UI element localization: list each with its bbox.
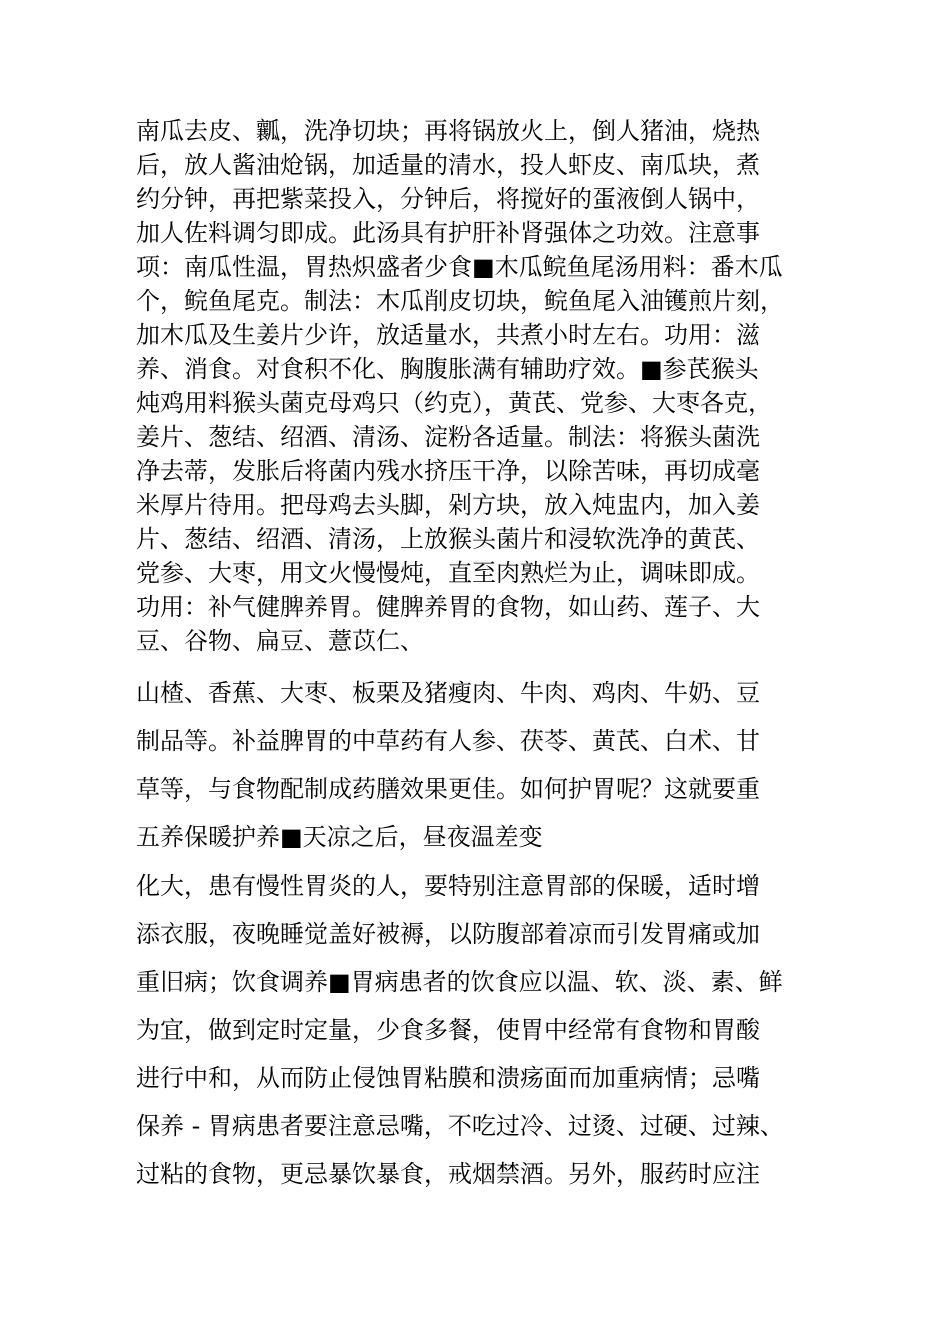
text-line: 米厚片待用。把母鸡去头脚，剁方块，放入炖盅内，加入姜 [136, 491, 760, 519]
paragraph-spleen-stomach-herbs [136, 669, 836, 861]
text-line: 养、消食。对食积不化、胸腹胀满有辅助疗效。■参芪猴头 [136, 355, 759, 383]
paragraph-stomach-care [136, 862, 836, 1198]
text-line: 党参、大枣，用文火慢慢炖，直至肉熟烂为止，调味即成。 [136, 559, 760, 587]
text-line: 片、葱结、绍酒、清汤，上放猴头菌片和浸软洗净的黄芪、 [136, 525, 760, 553]
text-line: 进行中和，从而防止侵蚀胃粘膜和溃疡面而加重病情；忌嘴 [136, 1064, 760, 1092]
text-line: 草等，与食物配制成药膳效果更佳。如何护胃呢？这就要重 [136, 775, 760, 803]
text-line: 化大，患有慢性胃炎的人，要特别注意胃部的保暖，适时增 [136, 872, 760, 900]
text-line: 豆、谷物、扁豆、薏苡仁、 [136, 627, 424, 655]
text-line: 项：南瓜性温，胃热炽盛者少食■木瓜鲩鱼尾汤用料：番木瓜 [136, 253, 783, 281]
text-line: 净去蒂，发胀后将菌内残水挤压干净，以除苦味，再切成毫 [136, 457, 760, 485]
text-line: 制品等。补益脾胃的中草药有人参、茯苓、黄芪、白术、甘 [136, 727, 760, 755]
text-line: 五养保暖护养■天凉之后，昼夜温差变 [136, 823, 543, 851]
text-line: 保养 - 胃病患者要注意忌嘴，不吃过冷、过烫、过硬、过辣、 [136, 1112, 784, 1140]
text-line: 山楂、香蕉、大枣、板栗及猪瘦肉、牛肉、鸡肉、牛奶、豆 [136, 679, 760, 707]
text-line: 加木瓜及生姜片少许，放适量水，共煮小时左右。功用：滋 [136, 321, 760, 349]
text-line: 炖鸡用料猴头菌克母鸡只（约克），黄芪、党参、大枣各克， [136, 389, 772, 417]
text-line: 过粘的食物，更忌暴饮暴食，戒烟禁酒。另外，服药时应注 [136, 1160, 760, 1188]
text-line: 为宜，做到定时定量，少食多餐，使胃中经常有食物和胃酸 [136, 1016, 760, 1044]
paragraph-pumpkin-soup-and-recipes [136, 114, 836, 658]
text-line: 功用：补气健脾养胃。健脾养胃的食物，如山药、莲子、大 [136, 593, 760, 621]
text-line: 后，放人酱油炝锅，加适量的清水，投人虾皮、南瓜块，煮 [136, 151, 760, 179]
text-line: 姜片、葱结、绍酒、清汤、淀粉各适量。制法：将猴头菌洗 [136, 423, 760, 451]
text-line: 个，鲩鱼尾克。制法：木瓜削皮切块，鲩鱼尾入油镬煎片刻， [136, 287, 784, 315]
text-line: 约分钟，再把紫菜投入，分钟后，将搅好的蛋液倒人锅中， [136, 185, 760, 213]
text-line: 重旧病；饮食调养■胃病患者的饮食应以温、软、淡、素、鲜 [136, 968, 783, 996]
text-line: 添衣服，夜晚睡觉盖好被褥，以防腹部着凉而引发胃痛或加 [136, 920, 760, 948]
text-line: 南瓜去皮、瓤，洗净切块；再将锅放火上，倒人猪油，烧热 [136, 117, 760, 145]
text-line: 加人佐料调匀即成。此汤具有护肝补肾强体之功效。注意事 [136, 219, 760, 247]
